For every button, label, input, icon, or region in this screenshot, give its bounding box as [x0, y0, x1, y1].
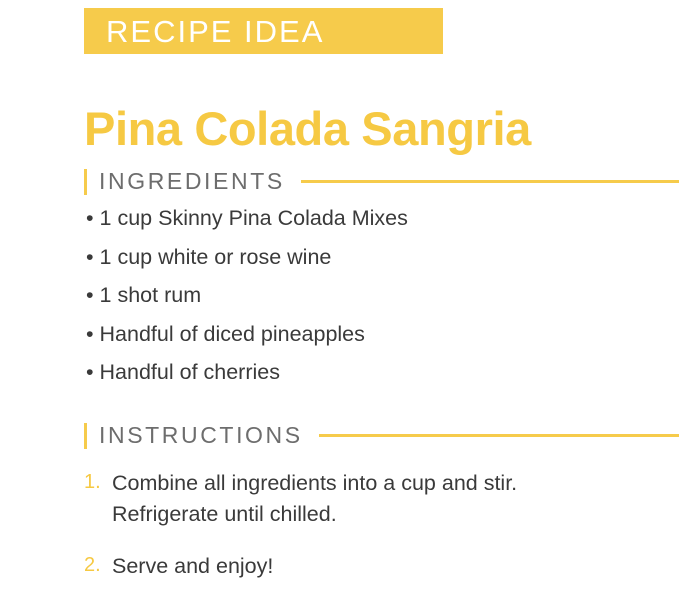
instructions-heading-label: INSTRUCTIONS [99, 422, 303, 448]
ingredient-text: 1 cup white or rose wine [99, 244, 332, 269]
ingredient-text: Handful of diced pineapples [99, 321, 365, 346]
page-title: Pina Colada Sangria [84, 102, 531, 156]
bullet-icon: • [86, 283, 94, 307]
list-item [84, 321, 664, 346]
ingredient-text: 1 shot rum [99, 283, 202, 307]
heading-rule-line [301, 180, 679, 183]
step-number: 2. [84, 554, 101, 577]
list-item [84, 551, 664, 582]
ingredient-text: Handful of cherries [99, 360, 280, 384]
instructions-list [84, 468, 664, 604]
instructions-section-heading [84, 422, 679, 449]
ingredients-list [84, 208, 664, 401]
heading-accent-bar [84, 169, 87, 195]
ingredients-section-heading [84, 168, 679, 195]
ingredients-heading-label: INGREDIENTS [99, 168, 285, 194]
list-item [84, 208, 664, 230]
recipe-idea-badge-label: RECIPE IDEA [106, 13, 325, 49]
ingredient-text: 1 cup Skinny Pina Colada Mixes [99, 206, 408, 230]
bullet-icon: • [86, 244, 94, 269]
bullet-icon: • [86, 206, 94, 230]
step-text: Combine all ingredients into a cup and stir. Refrigerate until chilled. [112, 471, 518, 526]
list-item [84, 468, 664, 529]
bullet-icon: • [86, 321, 94, 346]
list-item [84, 362, 664, 384]
bullet-icon: • [86, 360, 94, 384]
list-item [84, 244, 664, 269]
list-item [84, 285, 664, 307]
heading-accent-bar [84, 423, 87, 449]
step-number: 1. [84, 471, 101, 493]
recipe-idea-badge [84, 8, 443, 54]
heading-rule-line [319, 434, 679, 437]
step-text: Serve and enjoy! [112, 554, 274, 579]
